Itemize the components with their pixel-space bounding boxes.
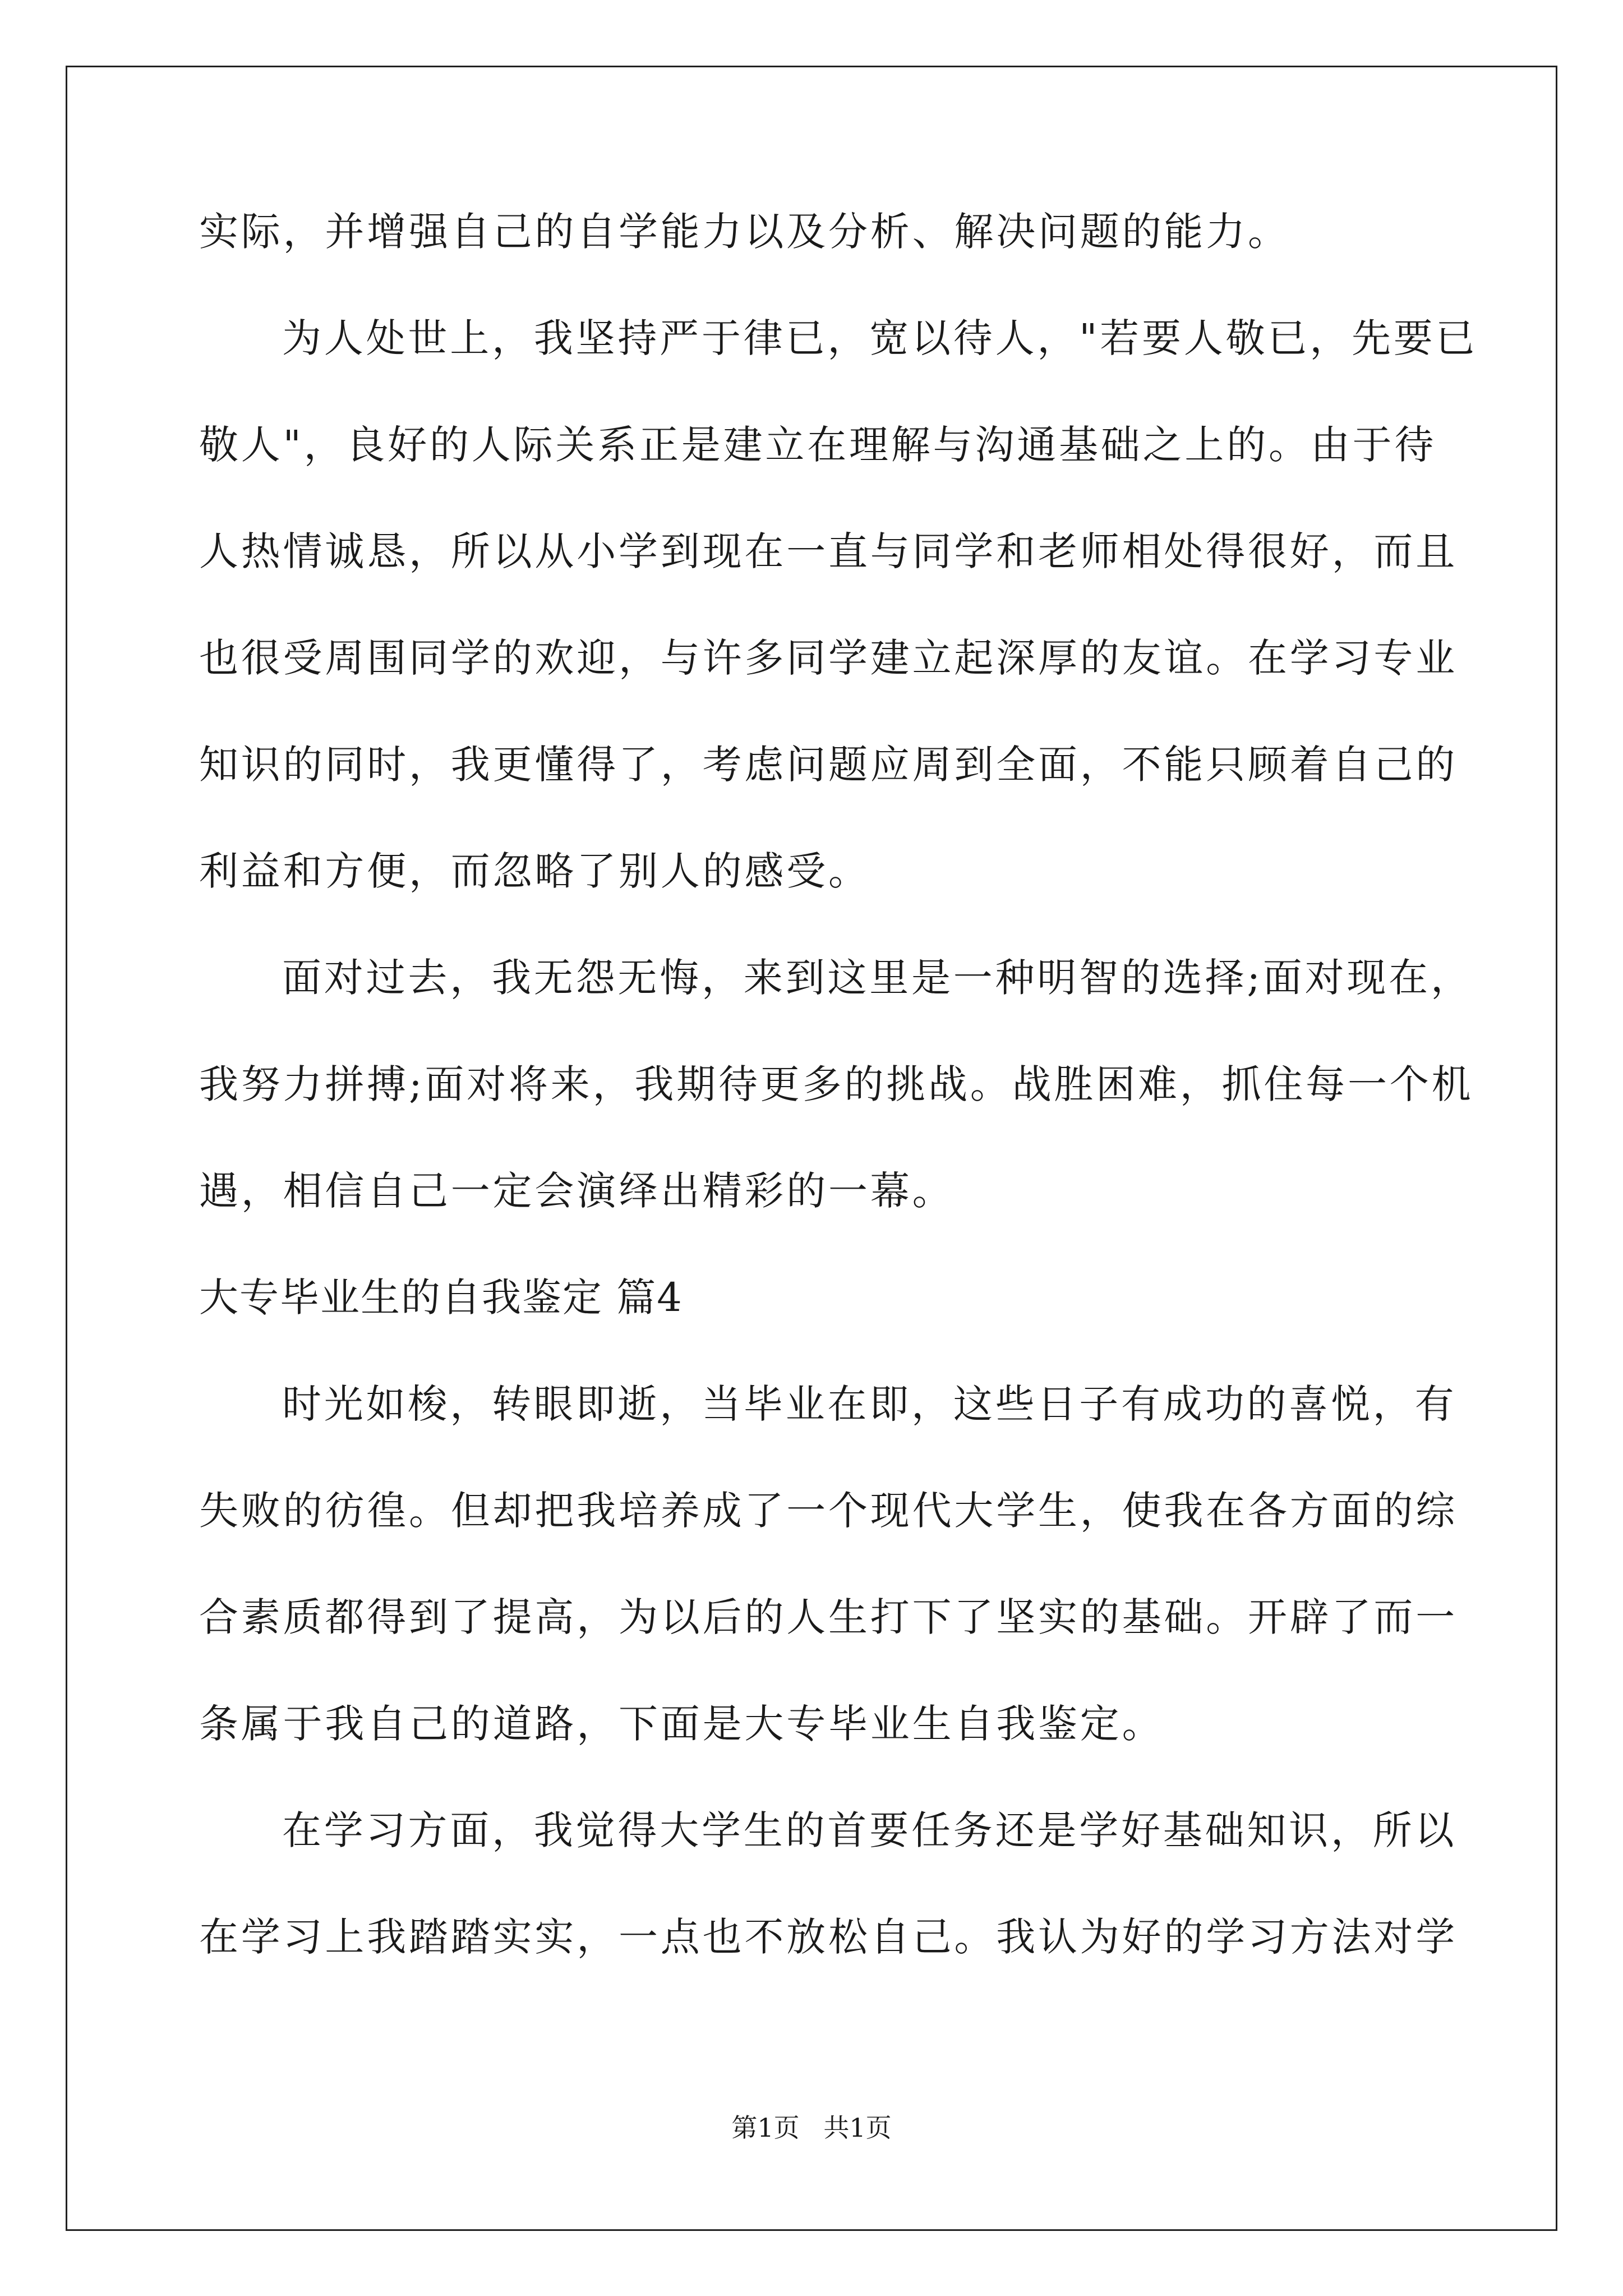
text-line-17: 在学习上我踏踏实实，一点也不放松自己。我认为好的学习方法对学: [199, 1914, 1458, 1960]
page-number: 第1页: [731, 2113, 800, 2143]
text-line-9: 我努力拼搏;面对将来，我期待更多的挑战。战胜困难，抓住每一个机: [199, 1061, 1474, 1107]
text-line-7: 利益和方便，而忽略了别人的感受。: [199, 848, 870, 894]
text-line-3: 敬人"，良好的人际关系正是建立在理解与沟通基础之上的。由于待: [199, 422, 1437, 468]
text-line-13: 失败的彷徨。但却把我培养成了一个现代大学生，使我在各方面的综: [199, 1488, 1458, 1534]
text-line-5: 也很受周围同学的欢迎，与许多同学建立起深厚的友谊。在学习专业: [199, 635, 1458, 681]
text-line-4: 人热情诚恳，所以从小学到现在一直与同学和老师相处得很好，而且: [199, 528, 1458, 574]
text-line-16: 在学习方面，我觉得大学生的首要任务还是学好基础知识，所以: [282, 1807, 1457, 1853]
text-line-14: 合素质都得到了提高，为以后的人生打下了坚实的基础。开辟了而一: [199, 1594, 1458, 1640]
text-line-1: 实际，并增强自己的自学能力以及分析、解决问题的能力。: [199, 209, 1290, 255]
text-line-12: 时光如梭，转眼即逝，当毕业在即，这些日子有成功的喜悦，有: [282, 1381, 1457, 1427]
page-footer: [0, 2115, 1623, 2141]
page-total: 共1页: [823, 2113, 892, 2143]
text-line-2: 为人处世上，我坚持严于律已，宽以待人，"若要人敬已，先要已: [282, 315, 1478, 361]
section-heading: 大专毕业生的自我鉴定 篇4: [199, 1274, 683, 1320]
document-body: [199, 209, 1478, 2024]
text-line-6: 知识的同时，我更懂得了，考虑问题应周到全面，不能只顾着自己的: [199, 742, 1458, 788]
text-line-10: 遇，相信自己一定会演绎出精彩的一幕。: [199, 1168, 955, 1214]
text-line-8: 面对过去，我无怨无悔，来到这里是一种明智的选择;面对现在，: [282, 955, 1473, 1001]
text-line-15: 条属于我自己的道路，下面是大专毕业生自我鉴定。: [199, 1701, 1164, 1747]
